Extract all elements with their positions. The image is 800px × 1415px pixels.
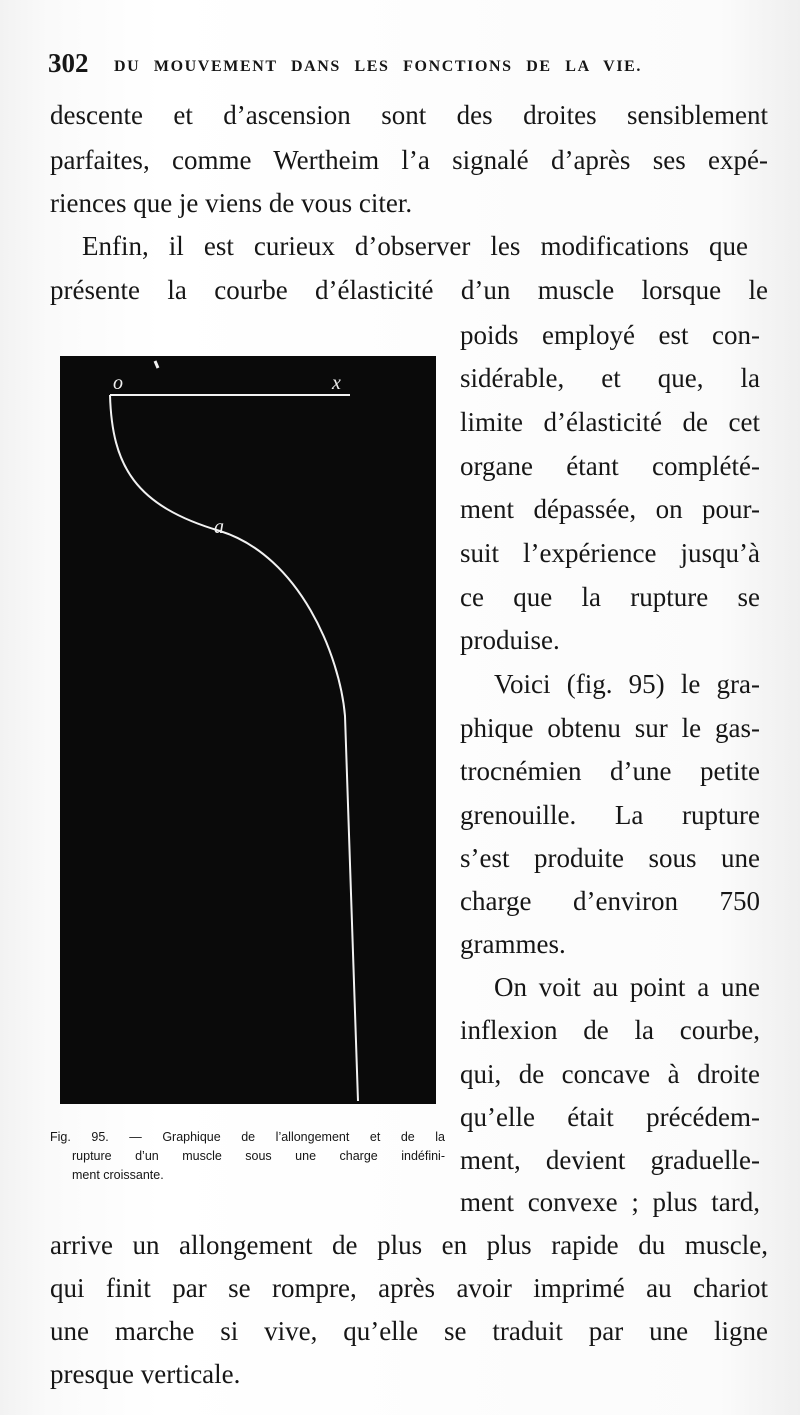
text-line: presque verticale. bbox=[50, 1359, 241, 1389]
text-line: qui, de concave à droite bbox=[460, 1059, 760, 1089]
text-line: descente et d’ascension sont des droites sensiblement bbox=[50, 100, 768, 130]
label-x: x bbox=[332, 372, 341, 394]
text-line: ment dépassée, on pour- bbox=[460, 494, 760, 524]
text-line: On voit au point a une bbox=[494, 972, 760, 1002]
elongation-curve-graphic bbox=[60, 356, 436, 1104]
text-line: charge d’environ 750 bbox=[460, 886, 760, 916]
caption-line: Fig. 95. — Graphique de l’allongement et de la bbox=[50, 1130, 445, 1144]
text-line: suit l’expérience jusqu’à bbox=[460, 538, 760, 568]
text-line: trocnémien d’une petite bbox=[460, 756, 760, 786]
caption-line: rupture d’un muscle sous une charge indéfini- bbox=[72, 1149, 445, 1163]
text-line: grenouille. La rupture bbox=[460, 800, 760, 830]
running-title: DU MOUVEMENT DANS LES FONCTIONS DE LA VIE. bbox=[114, 58, 643, 75]
text-line: parfaites, comme Wertheim l’a signalé d’après ses expé- bbox=[50, 145, 768, 175]
label-origin: o bbox=[113, 372, 123, 394]
text-line: poids employé est con- bbox=[460, 320, 760, 350]
figure-caption bbox=[50, 1128, 445, 1185]
text-line: ment, devient graduelle- bbox=[460, 1145, 760, 1175]
text-line: arrive un allongement de plus en plus rapide du muscle, bbox=[50, 1230, 768, 1260]
elongation-curve bbox=[110, 395, 358, 1101]
text-line: inflexion de la courbe, bbox=[460, 1015, 760, 1045]
text-line: organe étant complété- bbox=[460, 451, 760, 481]
text-line: qu’elle était précédem- bbox=[460, 1102, 760, 1132]
caption-line: ment croissante. bbox=[72, 1168, 164, 1182]
text-line: ment convexe ; plus tard, bbox=[460, 1187, 760, 1217]
figure-95-graph bbox=[60, 356, 436, 1104]
text-line: sidérable, et que, la bbox=[460, 363, 760, 393]
text-line: présente la courbe d’élasticité d’un muscle lorsque le bbox=[50, 275, 768, 305]
text-line: s’est produite sous une bbox=[460, 843, 760, 873]
text-line: limite d’élasticité de cet bbox=[460, 407, 760, 437]
text-line: Enfin, il est curieux d’observer les modifications que bbox=[82, 231, 748, 261]
text-line: produise. bbox=[460, 625, 560, 655]
page-header bbox=[48, 48, 748, 84]
text-line: ce que la rupture se bbox=[460, 582, 760, 612]
text-line: phique obtenu sur le gas- bbox=[460, 713, 760, 743]
text-line: Voici (fig. 95) le gra- bbox=[494, 669, 760, 699]
ink-mark bbox=[155, 361, 158, 368]
page-number: 302 bbox=[48, 48, 89, 78]
label-a: a bbox=[214, 516, 224, 538]
text-line: une marche si vive, qu’elle se traduit par une ligne bbox=[50, 1316, 768, 1346]
text-line: qui finit par se rompre, après avoir imprimé au chariot bbox=[50, 1273, 768, 1303]
text-line: riences que je viens de vous citer. bbox=[50, 188, 413, 218]
text-line: grammes. bbox=[460, 929, 566, 959]
